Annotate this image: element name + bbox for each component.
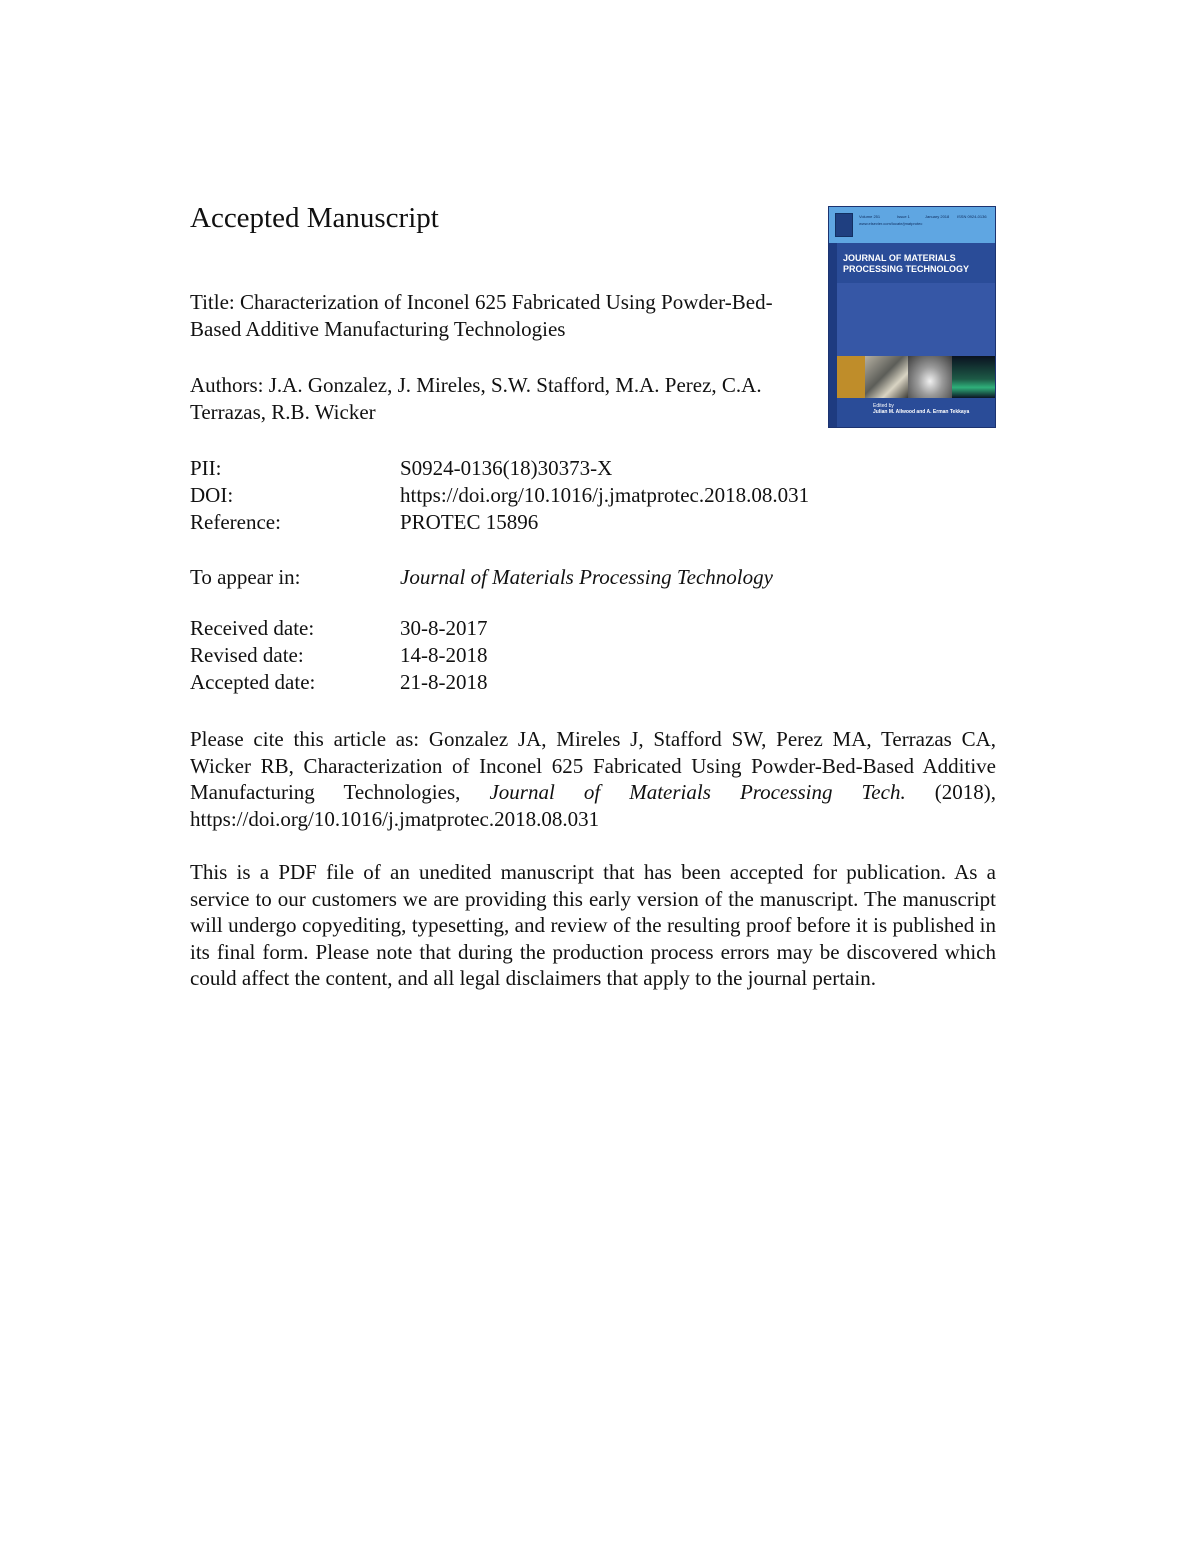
disclaimer-paragraph: This is a PDF file of an unedited manuscript that has been accepted for publication. As a service to our customers we are providing this early version of the manuscript. The manuscript will undergo copyediting, typesetting, and review of the resulting proof before it is published in its final form. Please note that during the production process errors may be discovered which could affect the content, and all legal disclaimers that apply to the journal pertain. <box>190 860 996 990</box>
page-heading: Accepted Manuscript <box>190 202 439 234</box>
article-authors: Authors: J.A. Gonzalez, J. Mireles, S.W. Stafford, M.A. Perez, C.A. Terrazas, R.B. Wicker <box>190 373 762 424</box>
appear-value: Journal of Materials Processing Technology <box>400 565 773 589</box>
cover-photo-1 <box>865 356 908 398</box>
revised-value: 14-8-2018 <box>400 643 488 667</box>
cover-date: January 2018 <box>925 214 950 219</box>
accepted-value: 21-8-2018 <box>400 670 488 694</box>
cover-edited-by: Edited by <box>873 403 894 409</box>
cover-editors <box>873 403 969 415</box>
reference-value: PROTEC 15896 <box>400 510 539 534</box>
citation-prefix: Please cite this article as: Gonzalez JA, Mireles J, Stafford SW, Perez MA, Terrazas CA, Wicker RB, Characterization of Inconel 625 Fabricated Using Powder-Bed-Based Additive Manufacturing Technologies, <box>190 727 996 804</box>
cover-url: www.elsevier.com/locate/jmatprotec <box>859 221 923 226</box>
accepted-label: Accepted date: <box>190 670 316 694</box>
cover-issn: ISSN 0924-0136 <box>957 214 987 219</box>
cover-photo-3 <box>952 356 995 398</box>
cover-top-band <box>829 207 995 243</box>
cover-side-strip <box>829 243 837 427</box>
cover-editor-names: Julian M. Allwood and A. Erman Tekkaya <box>873 409 970 415</box>
revised-label: Revised date: <box>190 643 304 667</box>
cover-issue: Issue 1 <box>897 214 910 219</box>
pii-label: PII: <box>190 456 222 480</box>
cover-photo-2 <box>908 356 951 398</box>
citation-journal: Journal of Materials Processing Tech. <box>489 780 906 804</box>
journal-cover-image <box>828 206 996 428</box>
cover-volume: Volume 251 <box>859 214 881 219</box>
citation-suffix: (2018), https://doi.org/10.1016/j.jmatprotec.2018.08.031 <box>190 780 996 831</box>
doi-label: DOI: <box>190 483 234 507</box>
pii-value: S0924-0136(18)30373-X <box>400 456 613 480</box>
received-label: Received date: <box>190 616 315 640</box>
elsevier-logo-icon <box>835 213 853 237</box>
article-title: Title: Characterization of Inconel 625 Fabricated Using Powder-Bed-Based Additive Manufacturing Technologies <box>190 290 773 341</box>
cover-journal-title: JOURNAL OF MATERIALS PROCESSING TECHNOLOGY <box>843 253 970 274</box>
cover-middle-band <box>837 283 995 356</box>
appear-label: To appear in: <box>190 565 301 589</box>
received-value: 30-8-2017 <box>400 616 488 640</box>
reference-label: Reference: <box>190 510 281 534</box>
cover-accent-block <box>837 356 865 398</box>
citation-paragraph <box>190 726 996 832</box>
doi-value[interactable]: https://doi.org/10.1016/j.jmatprotec.2018.08.031 <box>400 483 810 507</box>
cover-photo-strip <box>865 356 995 398</box>
